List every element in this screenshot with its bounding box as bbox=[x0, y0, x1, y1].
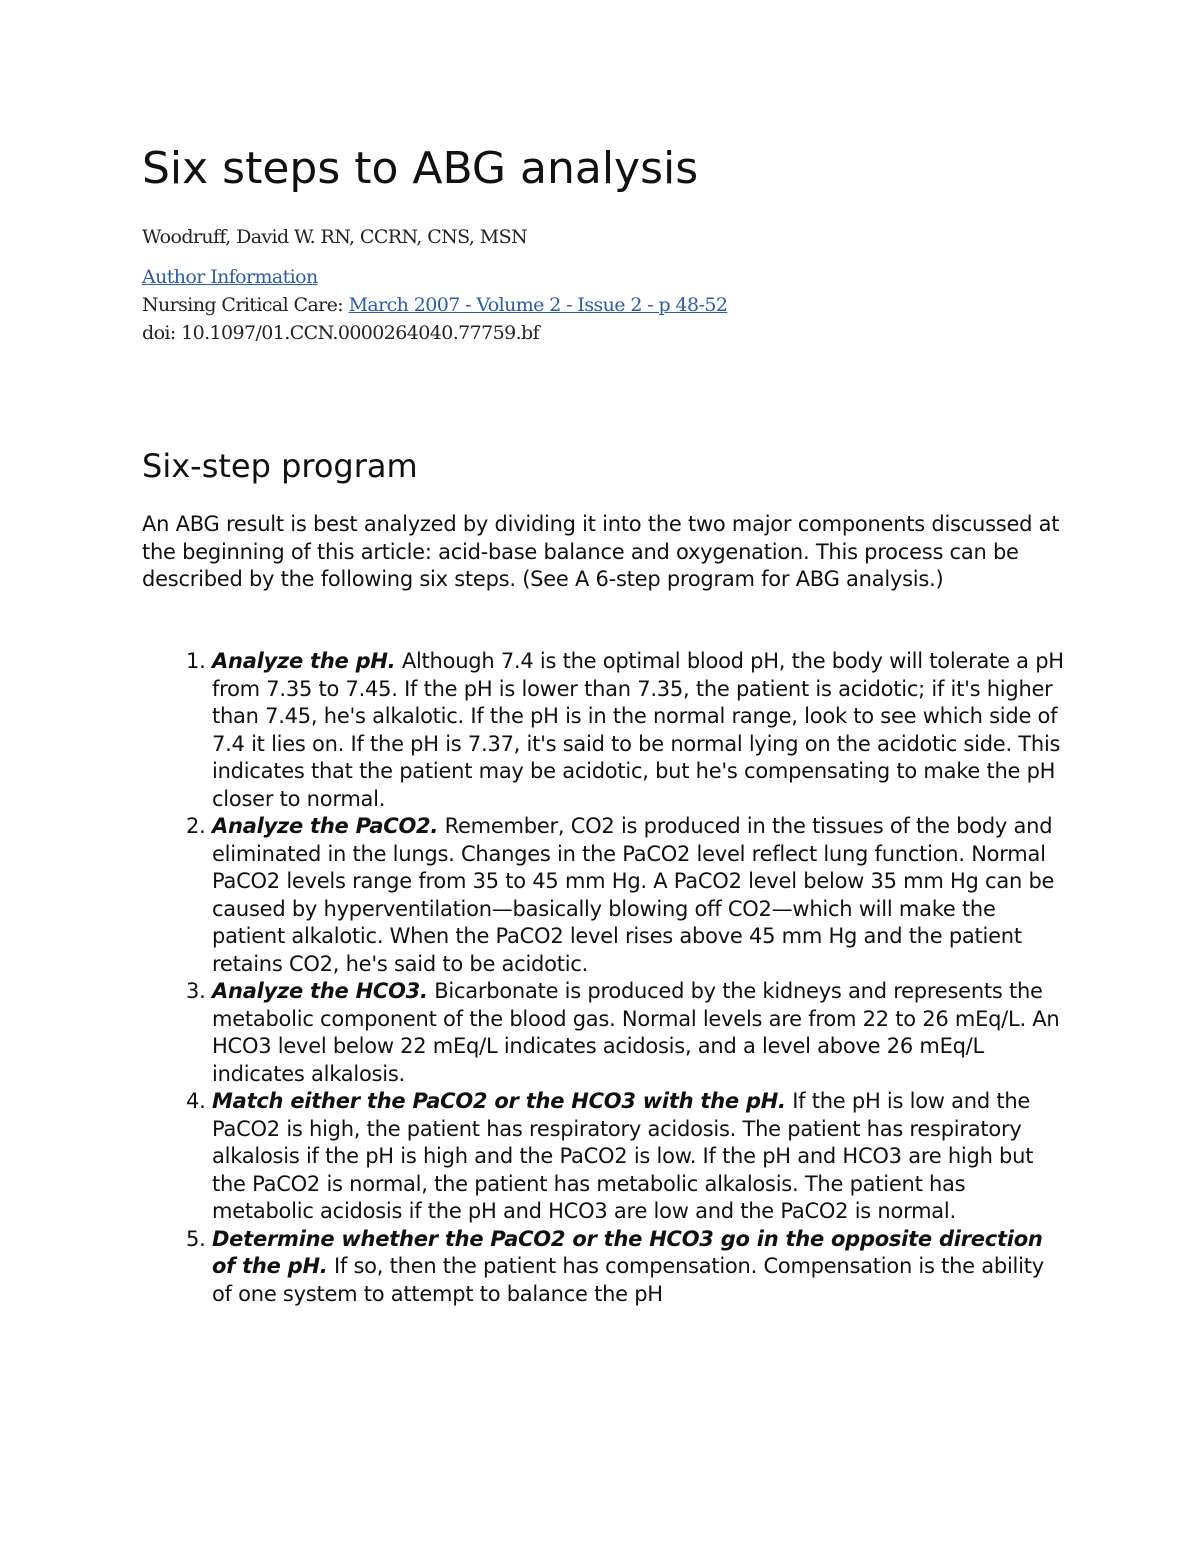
list-item bbox=[212, 813, 1067, 978]
step-lead: Determine whether the PaCO2 or the HCO3 go in the opposite direction of the pH. bbox=[212, 1226, 1043, 1278]
step-text: Bicarbonate is produced by the kidneys and represents the metabolic component of the blood gas. Normal levels are from 22 to 26 mEq/L. An HCO3 level below 22 mEq/L indicates acidosis, and a level above 26 mEq/L indicates alkalosis. bbox=[212, 979, 1060, 1086]
list-item bbox=[212, 978, 1067, 1088]
step-lead: Analyze the HCO3. bbox=[212, 979, 428, 1003]
steps-list bbox=[142, 648, 1067, 1308]
step-text: Remember, CO2 is produced in the tissues of the body and eliminated in the lungs. Changes in the PaCO2 level reflect lung function. Normal PaCO2 levels range from 35 to 45 mm Hg. A PaCO2 level below 35 mm Hg can be caused by hyperventilation—basically blowing off CO2—which will make the patient alkalotic. When the PaCO2 level rises above 45 mm Hg and the patient retains CO2, he's said to be acidotic. bbox=[212, 814, 1055, 976]
list-item bbox=[212, 648, 1067, 813]
list-item bbox=[212, 1226, 1067, 1309]
page-title: Six steps to ABG analysis bbox=[142, 143, 699, 194]
section-intro: An ABG result is best analyzed by dividing it into the two major components discussed at the beginning of this article: acid-base balance and oxygenation. This process can be described by the following six steps. (See A 6-step program for ABG analysis.) bbox=[142, 512, 1060, 591]
journal-citation bbox=[142, 291, 1067, 319]
issue-link[interactable]: March 2007 - Volume 2 - Issue 2 - p 48-52 bbox=[348, 294, 728, 316]
step-lead: Analyze the PaCO2. bbox=[212, 814, 439, 838]
author-line: Woodruff, David W. RN, CCRN, CNS, MSN bbox=[142, 226, 528, 248]
step-text: If the pH is low and the PaCO2 is high, the patient has respiratory acidosis. The patient has respiratory alkalosis if the pH is high and the PaCO2 is low. If the pH and HCO3 are high but the PaCO2 is normal, the patient has metabolic alkalosis. The patient has metabolic acidosis if the pH and HCO3 are low and the PaCO2 is normal. bbox=[212, 1089, 1034, 1223]
step-lead: Analyze the pH. bbox=[212, 649, 396, 673]
list-item bbox=[212, 1088, 1067, 1226]
author-information-link[interactable]: Author Information bbox=[142, 266, 318, 288]
step-lead: Match either the PaCO2 or the HCO3 with the pH. bbox=[212, 1089, 786, 1113]
article-meta bbox=[142, 263, 1067, 347]
document-page bbox=[142, 138, 1067, 1306]
section-heading: Six-step program bbox=[142, 447, 418, 485]
step-text: If so, then the patient has compensation. Compensation is the ability of one system to attempt to balance the pH bbox=[212, 1254, 1044, 1306]
step-text: Although 7.4 is the optimal blood pH, the body will tolerate a pH from 7.35 to 7.45. If the pH is lower than 7.35, the patient is acidotic; if it's higher than 7.45, he's alkalotic. If the pH is in the normal range, look to see which side of 7.4 it lies on. If the pH is 7.37, it's said to be normal lying on the acidotic side. This indicates that the patient may be acidotic, but he's compensating to make the pH closer to normal. bbox=[212, 649, 1064, 811]
doi-line: doi: 10.1097/01.CCN.0000264040.77759.bf bbox=[142, 322, 540, 344]
journal-label: Nursing Critical Care: bbox=[142, 294, 344, 316]
